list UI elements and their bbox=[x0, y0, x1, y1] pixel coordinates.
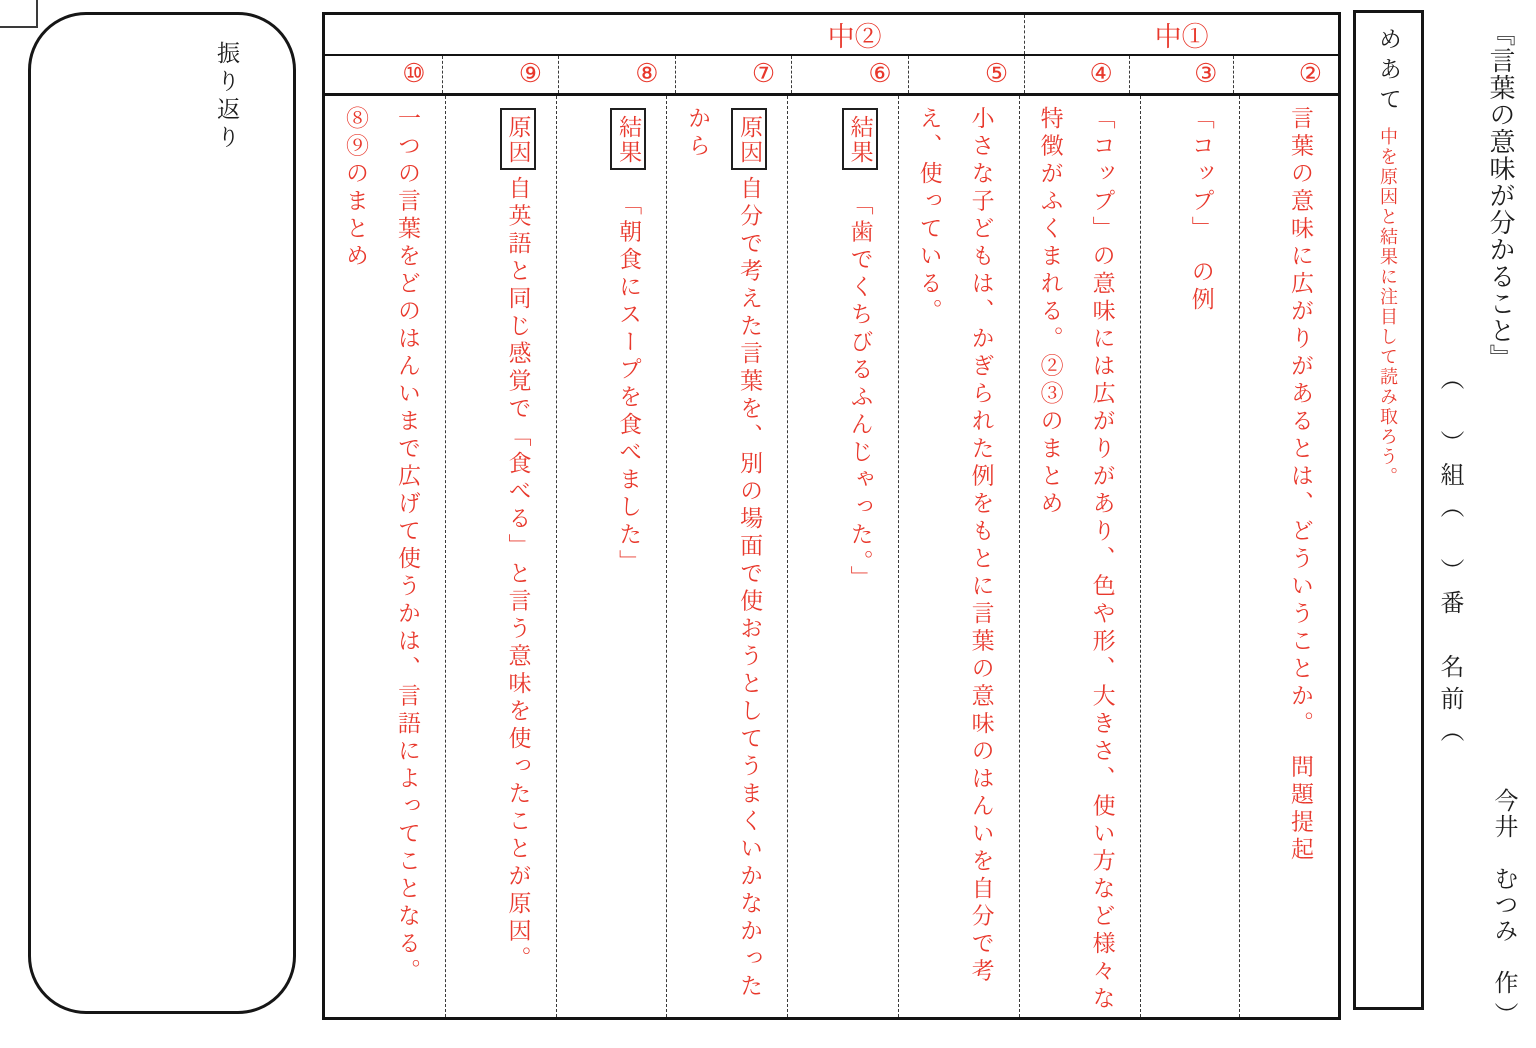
column-number-2 bbox=[1233, 56, 1338, 93]
column-number-9 bbox=[442, 56, 559, 93]
column-number-4 bbox=[1024, 56, 1129, 93]
text-line: 「コップ」 の例 bbox=[1188, 105, 1214, 314]
group-header-chu2: 中② bbox=[827, 22, 882, 52]
author-name: 今井 むつみ 作 bbox=[1490, 788, 1516, 996]
student-info-line: （ ）組（ ）番 名前（ bbox=[1436, 366, 1462, 750]
circled-number: ② bbox=[1298, 59, 1322, 89]
text-line: ⑧⑨のまとめ bbox=[343, 105, 368, 271]
circled-number: ⑤ bbox=[984, 59, 1009, 89]
column-number-5 bbox=[908, 56, 1025, 93]
text-line: え、使っている。 bbox=[916, 105, 942, 326]
column-cell-2 bbox=[1239, 96, 1338, 1018]
text-line: 一つの言葉をどのはんいまで広げて使うかは、言語によってことなる。 bbox=[395, 105, 420, 986]
goal-text: 中を原因と結果に注目して読み取ろう。 bbox=[1378, 127, 1398, 487]
corner-artifact bbox=[0, 0, 38, 28]
column-cell-6 bbox=[787, 96, 898, 1018]
text-line: から bbox=[685, 105, 711, 161]
column-cell-8 bbox=[556, 96, 667, 1018]
column-number-3 bbox=[1129, 56, 1234, 93]
goal-box bbox=[1353, 10, 1424, 1010]
text-line: 結果「朝食にスープを食べました」 bbox=[602, 106, 654, 1014]
text-line: 結果「歯でくちびるふんじゃった。」 bbox=[834, 106, 886, 1014]
worksheet-title: 『言葉の意味が分かること』 bbox=[1486, 20, 1515, 371]
column-number-row bbox=[325, 56, 1338, 96]
circled-number: ⑩ bbox=[402, 59, 426, 89]
column-cell-10 bbox=[325, 96, 445, 1018]
goal-label: めあて bbox=[1376, 27, 1401, 117]
table-body bbox=[325, 96, 1338, 1018]
reflection-label: 振り返り bbox=[214, 41, 239, 153]
column-number-8 bbox=[558, 56, 675, 93]
text-line: 言葉の意味に広がりがあるとは、どういうことか。 問題提起 bbox=[1288, 105, 1313, 864]
circled-number: ⑨ bbox=[518, 59, 543, 89]
column-cell-3 bbox=[1140, 96, 1239, 1018]
label-box-kekka: 結果 bbox=[610, 108, 646, 170]
column-number-10 bbox=[325, 56, 442, 93]
text-line: 特徴がふくまれる。②③のまとめ bbox=[1037, 105, 1063, 518]
circled-number: ③ bbox=[1194, 59, 1218, 89]
circled-number: ④ bbox=[1089, 59, 1113, 89]
group-header-chu1: 中① bbox=[1024, 15, 1338, 54]
column-cell-9 bbox=[445, 96, 556, 1018]
text-line: 原因自英語と同じ感覚で「食べる」と言う意味を使ったことが原因。 bbox=[492, 106, 544, 1014]
column-cell-4 bbox=[1019, 96, 1140, 1018]
label-box-gennin: 原因 bbox=[500, 108, 536, 170]
circled-number: ⑦ bbox=[751, 59, 776, 89]
group-header-row bbox=[325, 15, 1338, 56]
circled-number: ⑥ bbox=[868, 59, 892, 89]
circled-number: ⑧ bbox=[635, 59, 659, 89]
column-cell-5 bbox=[898, 96, 1019, 1018]
column-number-7 bbox=[675, 56, 792, 93]
column-number-6 bbox=[791, 56, 908, 93]
reflection-box bbox=[28, 12, 296, 1014]
label-box-kekka: 結果 bbox=[842, 108, 878, 170]
student-info-closing-paren: ） bbox=[1490, 1002, 1516, 1026]
text-line: 原因自分で考えた言葉を、別の場面で使おうとしてうまくいかなかった bbox=[723, 106, 775, 1014]
goal-line bbox=[1372, 13, 1405, 1007]
column-cell-7 bbox=[666, 96, 787, 1018]
label-box-gennin: 原因 bbox=[731, 108, 767, 170]
text-line: 小さな子どもは、かぎられた例をもとに言葉の意味のはんいを自分で考 bbox=[968, 105, 994, 986]
summary-table bbox=[322, 12, 1341, 1020]
text-line: 「コップ」の意味には広がりがあり、色や形、大きさ、使い方など様々な bbox=[1089, 105, 1115, 1013]
